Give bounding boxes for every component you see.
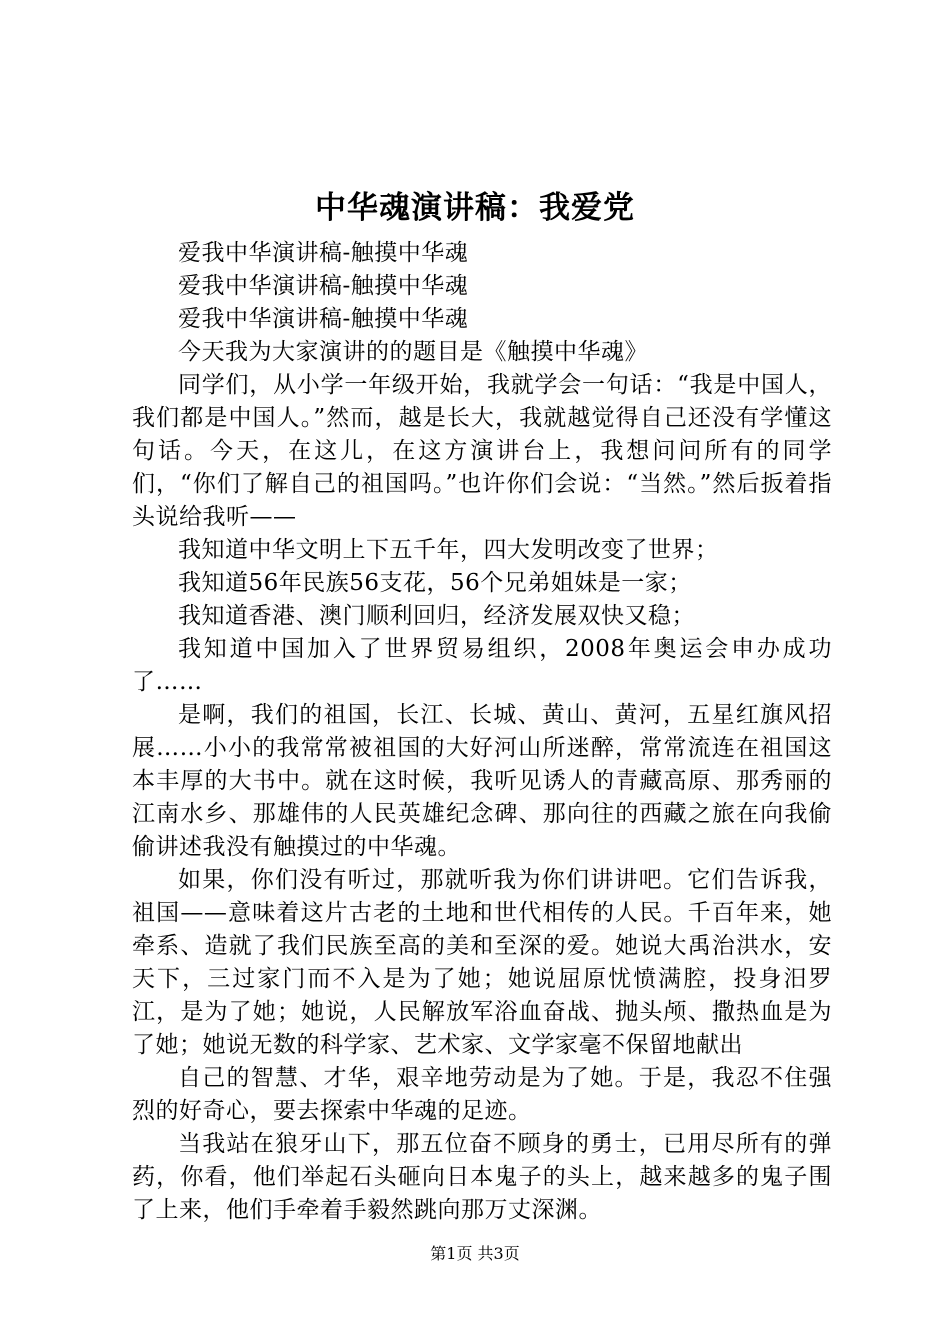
paragraph: 自己的智慧、才华，艰辛地劳动是为了她。于是，我忍不住强烈的好奇心，要去探索中华魂的足迹。	[132, 1065, 832, 1124]
paragraph: 我知道中国加入了世界贸易组织，2008年奥运会申办成功了……	[132, 636, 832, 695]
page-footer: 第1页 共3页	[430, 1244, 520, 1263]
paragraph: 同学们，从小学一年级开始，我就学会一句话：“我是中国人，我们都是中国人。”然而，越是长大，我就越觉得自己还没有学懂这句话。今天，在这儿，在这方演讲台上，我想问问所有的同学们，“你们了解自己的祖国吗。”也许你们会说：“当然。”然后扳着指头说给我听——	[132, 372, 832, 530]
paragraph: 今天我为大家演讲的的题目是《触摸中华魂》	[178, 339, 648, 365]
paragraph: 我知道香港、澳门顺利回归，经济发展双快又稳；	[178, 603, 695, 629]
paragraph: 我知道56年民族56支花，56个兄弟姐妹是一家；	[178, 570, 692, 596]
document-body	[132, 237, 832, 1227]
paragraph: 爱我中华演讲稿-触摸中华魂	[178, 273, 469, 299]
paragraph: 是啊，我们的祖国，长江、长城、黄山、黄河，五星红旗风招展……小小的我常常被祖国的大好河山所迷醉，常常流连在祖国这本丰厚的大书中。就在这时候，我听见诱人的青藏高原、那秀丽的江南水乡、那雄伟的人民英雄纪念碑、那向往的西藏之旅在向我偷偷讲述我没有触摸过的中华魂。	[132, 702, 832, 860]
paragraph: 当我站在狼牙山下，那五位奋不顾身的勇士，已用尽所有的弹药，你看，他们举起石头砸向日本鬼子的头上，越来越多的鬼子围了上来，他们手牵着手毅然跳向那万丈深渊。	[132, 1131, 832, 1223]
paragraph: 如果，你们没有听过，那就听我为你们讲讲吧。它们告诉我，祖国——意味着这片古老的土地和世代相传的人民。千百年来，她牵系、造就了我们民族至高的美和至深的爱。她说大禹治洪水，安天下，三过家门而不入是为了她；她说屈原忧愤满腔，投身汨罗江，是为了她；她说，人民解放军浴血奋战、抛头颅、撒热血是为了她；她说无数的科学家、艺术家、文学家毫不保留地献出	[132, 867, 832, 1058]
page-title: 中华魂演讲稿：我爱党	[315, 190, 635, 226]
paragraph: 爱我中华演讲稿-触摸中华魂	[178, 306, 469, 332]
paragraph: 爱我中华演讲稿-触摸中华魂	[178, 240, 469, 266]
paragraph: 我知道中华文明上下五千年，四大发明改变了世界；	[178, 537, 719, 563]
